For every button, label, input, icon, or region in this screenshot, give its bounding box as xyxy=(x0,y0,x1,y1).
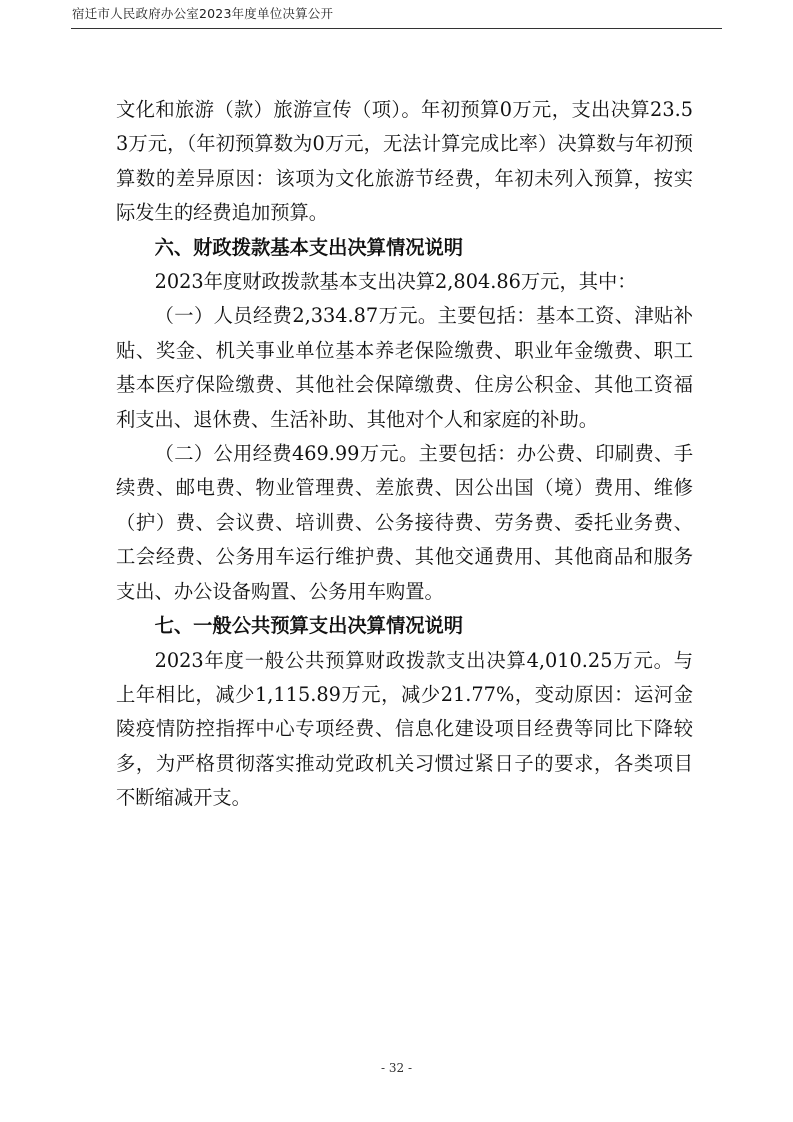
document-body xyxy=(116,93,693,816)
section-heading-basic-expenditure: 六、财政拨款基本支出决算情况说明 xyxy=(154,235,464,259)
paragraph-basic-expenditure-total: 2023年度财政拨款基本支出决算2,804.86万元，其中： xyxy=(154,270,637,294)
paragraph-general-budget-expenditure: 2023年度一般公共预算财政拨款支出决算4,010.25万元。与上年相比，减少1,115.89万元，减少21.77%，变动原因：运河金陵疫情防控指挥中心专项经费、信息化建设项目经费等同比下降较多，为严格贯彻落实推动党政机关习惯过紧日子的要求，各类项目不断缩减开支。 xyxy=(116,648,693,810)
paragraph-tourism-promotion: 文化和旅游（款）旅游宣传（项）。年初预算0万元，支出决算23.53万元，（年初预算数为0万元，无法计算完成比率）决算数与年初预算数的差异原因：该项为文化旅游节经费，年初未列入预算，按实际发生的经费追加预算。 xyxy=(116,98,693,225)
paragraph-personnel-expenses: （一）人员经费2,334.87万元。主要包括：基本工资、津贴补贴、奖金、机关事业单位基本养老保险缴费、职业年金缴费、职工基本医疗保险缴费、其他社会保障缴费、住房公积金、其他工资福利支出、退休费、生活补助、其他对个人和家庭的补助。 xyxy=(116,304,693,431)
section-heading-general-budget: 七、一般公共预算支出决算情况说明 xyxy=(154,614,464,638)
paragraph-public-expenses: （二）公用经费469.99万元。主要包括：办公费、印刷费、手续费、邮电费、物业管理费、差旅费、因公出国（境）费用、维修（护）费、会议费、培训费、公务接待费、劳务费、委托业务费、工会经费、公务用车运行维护费、其他交通费用、其他商品和服务支出、办公设备购置、公务用车购置。 xyxy=(116,442,693,603)
page-number: - 32 - xyxy=(380,1061,412,1075)
header-divider xyxy=(71,28,722,29)
page-header-title: 宿迁市人民政府办公室2023年度单位决算公开 xyxy=(72,6,334,21)
